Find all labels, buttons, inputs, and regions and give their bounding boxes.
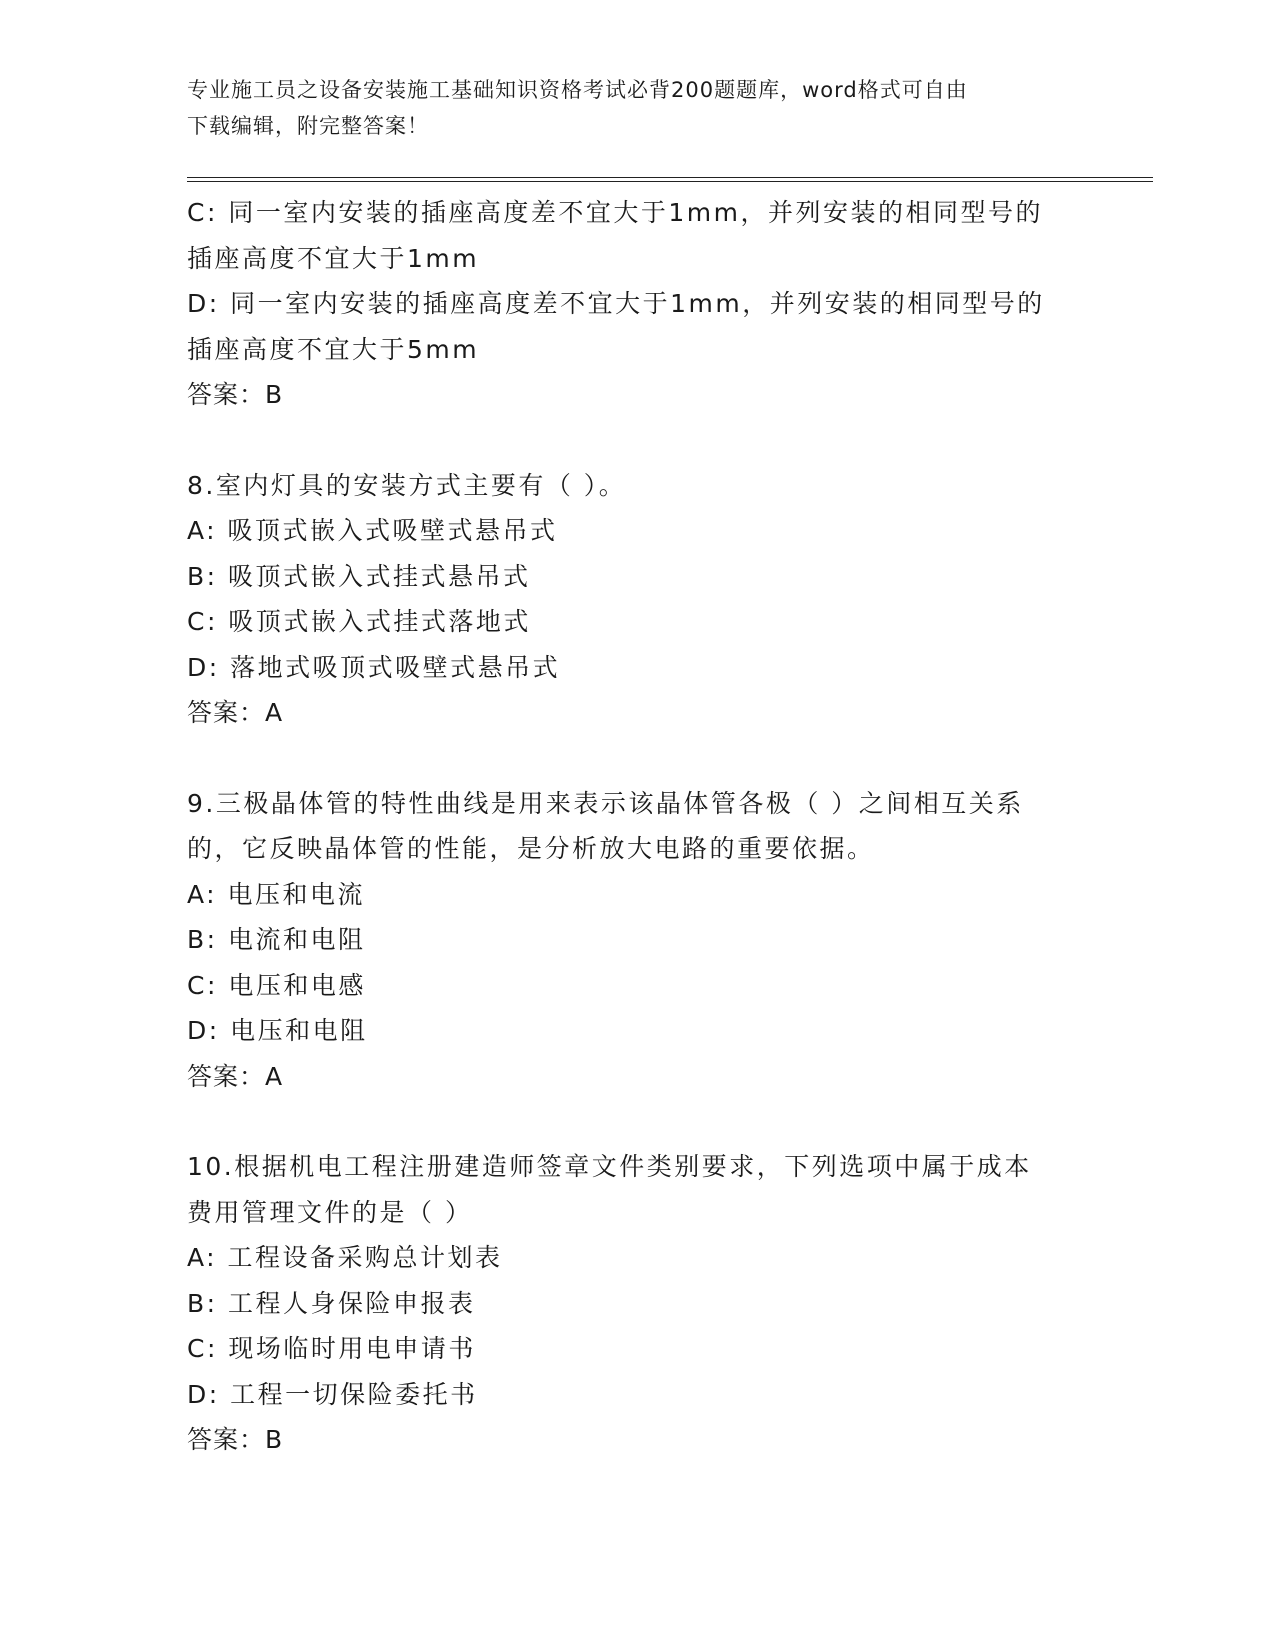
question-gap xyxy=(187,1099,1087,1144)
option-d: D: 落地式吸顶式吸壁式悬吊式 xyxy=(187,652,561,682)
option-d: D: 工程一切保险委托书 xyxy=(187,1379,478,1409)
answer-label: 答案：A xyxy=(187,698,284,727)
option-d-line-1: D: 同一室内安装的插座高度差不宜大于1mm，并列安装的相同型号的 xyxy=(187,289,1045,318)
option-b: B: 工程人身保险申报表 xyxy=(187,1288,476,1318)
header-line-2: 下载编辑，附完整答案！ xyxy=(187,114,429,138)
answer-label: 答案：B xyxy=(187,1425,284,1454)
document-header xyxy=(187,72,1087,144)
answer-label: 答案：A xyxy=(187,1061,284,1091)
option-c-line-2: 插座高度不宜大于1mm xyxy=(187,243,480,273)
option-c: C: 吸顶式嵌入式挂式落地式 xyxy=(187,607,531,636)
question-stem: 8.室内灯具的安装方式主要有（ ）。 xyxy=(187,470,627,500)
question-stem-line-2: 费用管理文件的是（ ） xyxy=(187,1197,473,1227)
option-b: B: 吸顶式嵌入式挂式悬吊式 xyxy=(187,561,531,591)
option-d-line-2: 插座高度不宜大于5mm xyxy=(187,334,480,364)
question-block-8 xyxy=(187,463,1087,736)
question-stem-line-1: 10.根据机电工程注册建造师签章文件类别要求，下列选项中属于成本 xyxy=(187,1152,1032,1181)
question-list xyxy=(187,190,1087,1463)
question-block-9 xyxy=(187,781,1087,1100)
answer-label: 答案：B xyxy=(187,380,284,409)
option-c: C: 电压和电感 xyxy=(187,970,366,1000)
option-c-line-1: C: 同一室内安装的插座高度差不宜大于1mm，并列安装的相同型号的 xyxy=(187,198,1043,227)
question-block-partial xyxy=(187,190,1087,418)
option-a: A: 电压和电流 xyxy=(187,879,366,909)
header-divider-top xyxy=(187,177,1153,178)
option-b: B: 电流和电阻 xyxy=(187,925,366,954)
header-divider-bottom xyxy=(187,181,1153,182)
question-gap xyxy=(187,418,1087,463)
question-block-10 xyxy=(187,1144,1087,1463)
question-gap xyxy=(187,736,1087,781)
question-stem-line-2: 的，它反映晶体管的性能，是分析放大电路的重要依据。 xyxy=(187,834,875,863)
option-c: C: 现场临时用电申请书 xyxy=(187,1334,476,1363)
option-d: D: 电压和电阻 xyxy=(187,1016,368,1045)
header-line-1: 专业施工员之设备安装施工基础知识资格考试必背200题题库，word格式可自由 xyxy=(187,78,968,102)
option-a: A: 工程设备采购总计划表 xyxy=(187,1243,503,1272)
option-a: A: 吸顶式嵌入式吸壁式悬吊式 xyxy=(187,516,558,545)
question-stem-line-1: 9.三极晶体管的特性曲线是用来表示该晶体管各极（ ）之间相互关系 xyxy=(187,788,1024,818)
